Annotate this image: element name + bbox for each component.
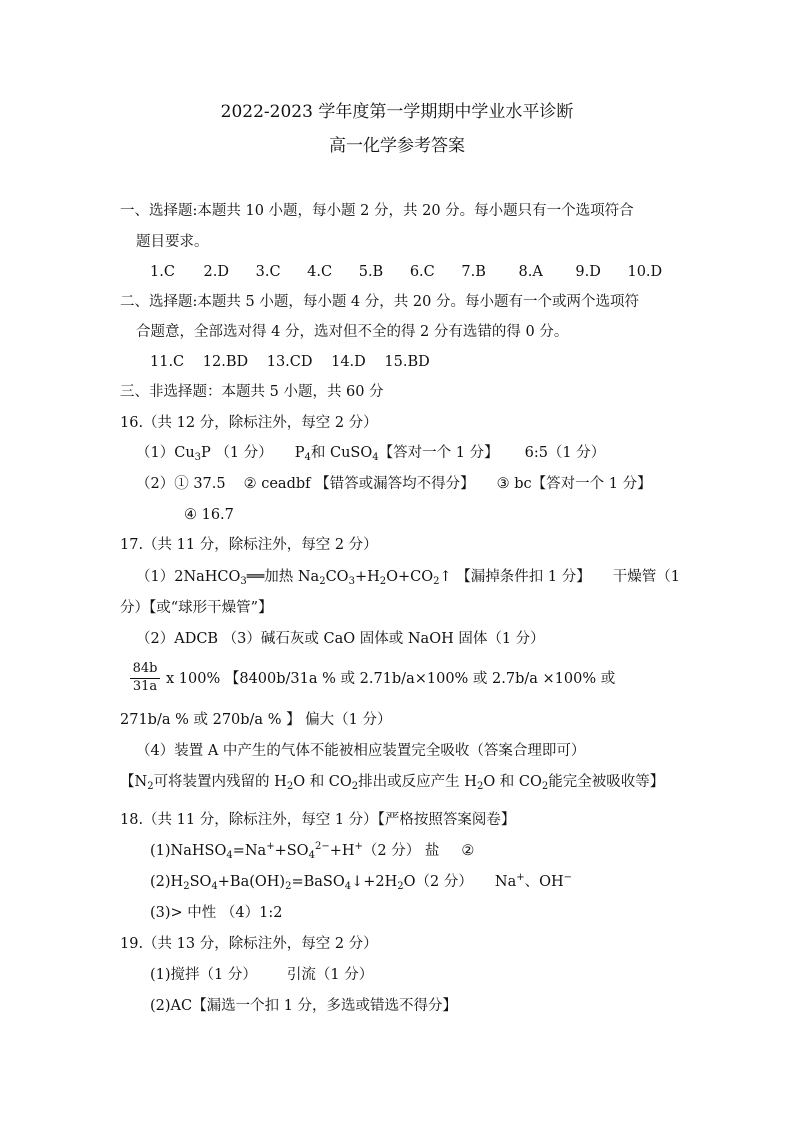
q19-part2: (2)AC【漏选一个扣 1 分，多选或错选不得分】 [150, 998, 458, 1014]
section1-heading: 一、选择题:本题共 10 小题，每小题 2 分，共 20 分。每小题只有一个选项符合 [120, 203, 634, 219]
q16-part1: $(1)Cu_3P$ （1 分） $P_4$和 CuSO$_4$【答对一个 1 分】 6:5（1 分） [136, 445, 606, 463]
answer-13: 13.CD [266, 354, 313, 370]
q17-heading: 17.（共 11 分，除标注外，每空 2 分） [120, 537, 378, 553]
fraction-numerator: 84b [130, 661, 160, 679]
section2-heading: 二、选择题:本题共 5 小题，每小题 4 分，共 20 分。每小题有一个或两个选项符 [120, 294, 639, 310]
q17-part3-cont: 271b/a % 或 270b/a % 】 偏大（1 分） [120, 712, 392, 728]
section3-heading: 三、非选择题：本题共 5 小题，共 60 分 [120, 384, 384, 400]
section1-heading-cont: 题目要求。 [136, 234, 209, 250]
q19-part1: (1)搅拌（1 分） 引流（1 分） [150, 967, 374, 983]
q18-part3-4: (3)> 中性 （4）1:2 [150, 905, 283, 921]
q18-part1: $(1)NaHSO_4=Na^++SO_4^{2-}+H^+(2$ 分） 盐 ② [150, 841, 475, 861]
q17-part1: （1）2NaHCO$_3$══加热 $Na_2CO_3+H_2O+CO_2↑$ 【漏掉条件扣 1 分】 干燥管（1 [136, 569, 680, 587]
answer-10: 10.D [627, 264, 663, 280]
section2-heading-cont: 合题意，全部选对得 4 分，选对但不全的得 2 分有选错的得 0 分。 [136, 324, 569, 340]
q17-part3: x 100% 【8400b/31a % 或 2.71b/a×100% 或 2.7b/a ×100% 或 [166, 671, 616, 687]
q18-part2: $(2)H_2SO_4+Ba(OH)_2=BaSO_4↓+2H_2O(2$ 分） Na+、OH− [150, 872, 573, 892]
page-subtitle: 高一化学参考答案 [329, 136, 465, 156]
answer-9: 9.D [575, 264, 601, 280]
q17-part1-cont: 分）【或“球形干燥管”】 [120, 600, 273, 616]
answer-15: 15.BD [384, 354, 430, 370]
answer-4: 4.C [307, 264, 333, 280]
fraction-84b-31a [130, 661, 160, 695]
answer-14: 14.D [331, 354, 366, 370]
answer-6: 6.C [409, 264, 435, 280]
q16-part2: （2）① 37.5 ② ceadbf 【错答或漏答均不得分】 ③ bc【答对一个 1 分】 [136, 476, 652, 492]
q18-heading: 18.（共 11 分，除标注外，每空 1 分）【严格按照答案阅卷】 [120, 812, 516, 828]
q16-part2-cont: ④ 16.7 [184, 507, 234, 523]
answer-1: 1.C [150, 264, 175, 280]
answer-12: 12.BD [202, 354, 249, 370]
q17-part4-note: 【$N_2$可将装置内残留的 $H_2O$ 和 $CO_2$排出或反应产生 $H_2O$ 和 $CO_2$能完全被吸收等】 [120, 774, 665, 792]
answer-2: 2.D [203, 264, 230, 280]
section1-answers [150, 262, 662, 282]
answer-8: 8.A [518, 264, 543, 280]
answer-5: 5.B [358, 264, 384, 280]
section2-answers [150, 352, 430, 372]
answer-3: 3.C [255, 264, 281, 280]
q19-heading: 19.（共 13 分，除标注外，每空 2 分） [120, 936, 378, 952]
fraction-denominator: 31a [132, 679, 158, 694]
page-title: 2022-2023 学年度第一学期期中学业水平诊断 [220, 102, 574, 122]
answer-7: 7.B [461, 264, 486, 280]
q17-part2-3: （2）ADCB （3）碱石灰或 CaO 固体或 NaOH 固体（1 分） [136, 631, 545, 647]
q17-part4: （4）装置 A 中产生的气体不能被相应装置完全吸收（答案合理即可） [136, 743, 586, 759]
q16-heading: 16.（共 12 分，除标注外，每空 2 分） [120, 415, 378, 431]
answer-11: 11.C [150, 354, 185, 370]
